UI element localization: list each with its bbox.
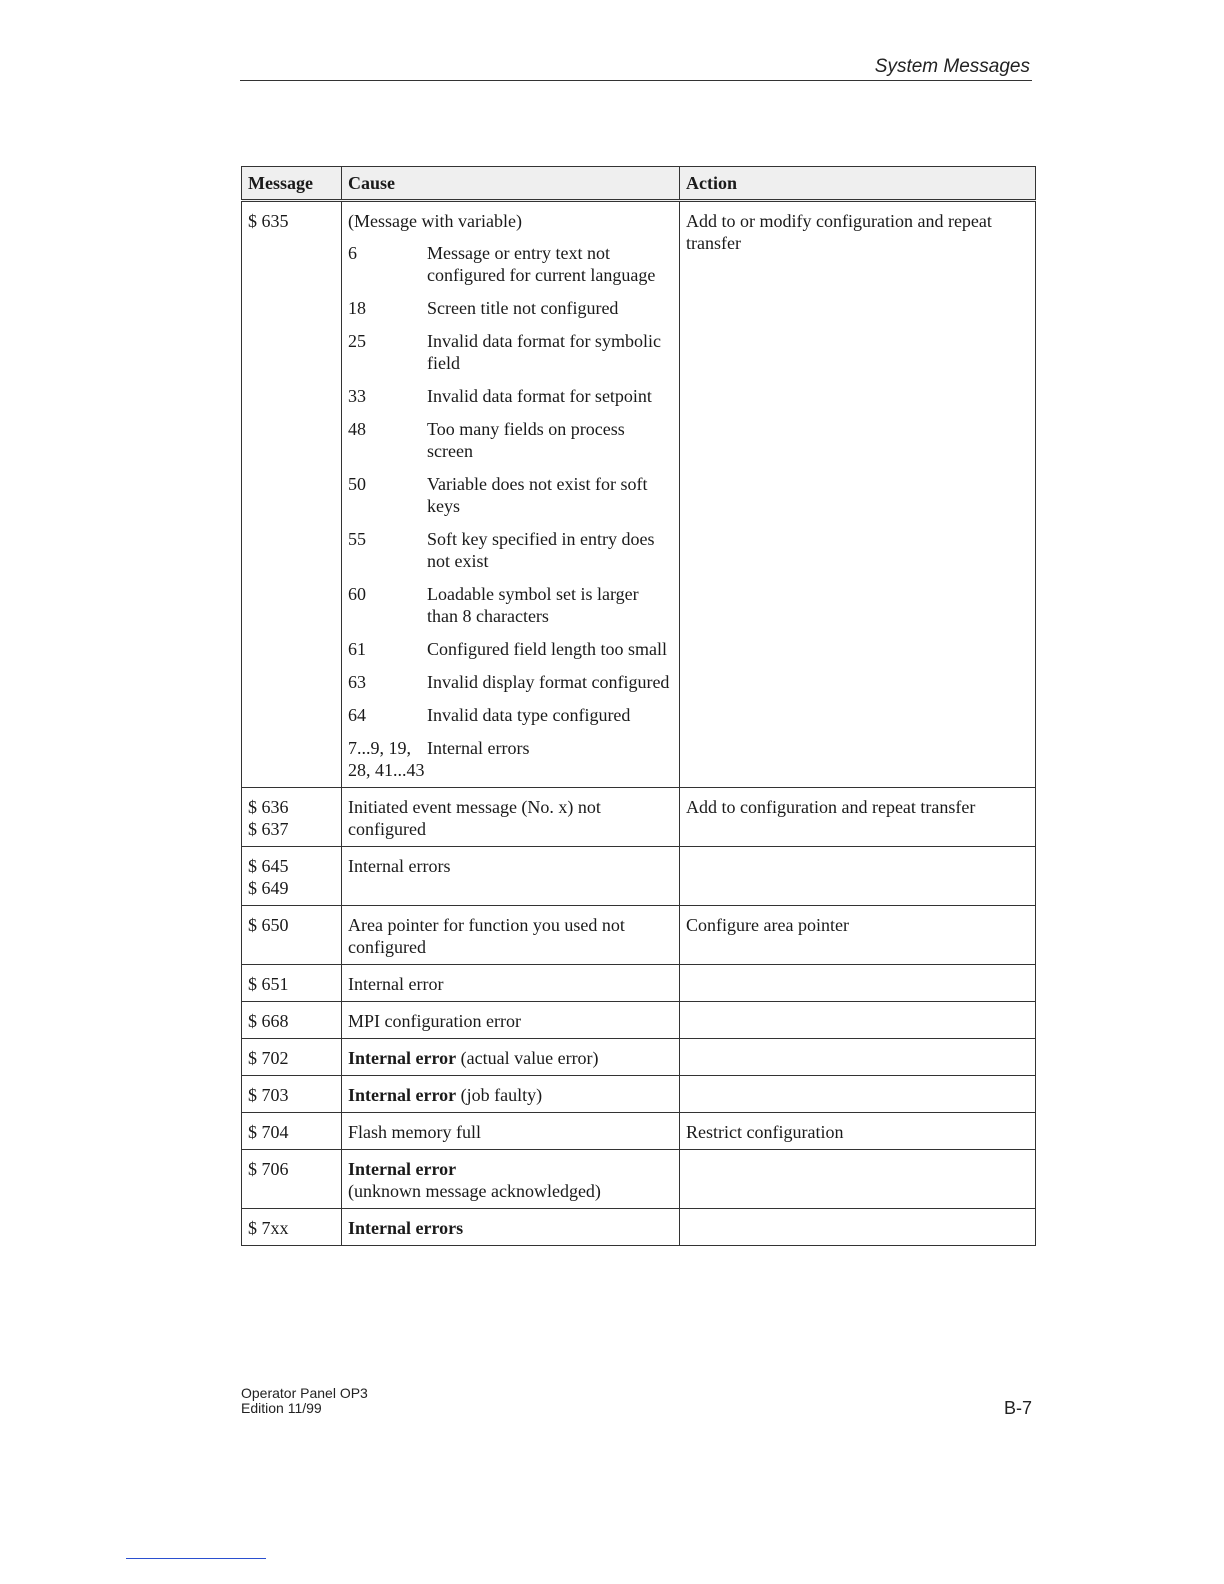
cause-text: Flash memory full bbox=[348, 1122, 481, 1142]
cause-bold: Internal error bbox=[348, 1085, 457, 1105]
cause-cell bbox=[342, 788, 680, 847]
table-row bbox=[242, 1076, 1036, 1113]
cause-cell bbox=[342, 1039, 680, 1076]
message-code: $ 702 bbox=[242, 1039, 342, 1076]
message-code: $ 703 bbox=[242, 1076, 342, 1113]
cause-text: MPI configuration error bbox=[348, 1011, 521, 1031]
action-cell bbox=[680, 1209, 1036, 1246]
footer-product: Operator Panel OP3 bbox=[241, 1385, 368, 1401]
page-number: B-7 bbox=[1003, 1398, 1032, 1418]
message-code: $ 7xx bbox=[242, 1209, 342, 1246]
cause-cell bbox=[342, 906, 680, 965]
variable-item bbox=[348, 385, 673, 407]
variable-description: Invalid data format for setpoint bbox=[427, 386, 652, 406]
variable-code: 60 bbox=[348, 584, 366, 604]
message-code: $ 704 bbox=[242, 1113, 342, 1150]
cause-cell bbox=[342, 201, 680, 788]
action-cell bbox=[680, 1150, 1036, 1209]
variable-code: 33 bbox=[348, 386, 366, 406]
variable-code: 48 bbox=[348, 419, 366, 439]
variable-item bbox=[348, 638, 673, 660]
variable-description: Invalid display format configured bbox=[427, 672, 670, 692]
message-code: $ 636 $ 637 bbox=[242, 788, 342, 847]
table-header-row bbox=[242, 167, 1036, 201]
message-code: $ 651 bbox=[242, 965, 342, 1002]
cause-text: (job faulty) bbox=[456, 1085, 543, 1105]
table-row bbox=[242, 201, 1036, 788]
table-row bbox=[242, 847, 1036, 906]
footnote-rule bbox=[126, 1558, 266, 1559]
column-header-cause: Cause bbox=[342, 167, 680, 201]
cause-cell bbox=[342, 847, 680, 906]
table-row bbox=[242, 1113, 1036, 1150]
variable-item bbox=[348, 671, 673, 693]
cause-text: Internal error bbox=[348, 974, 444, 994]
variable-description: Variable does not exist for soft keys bbox=[427, 474, 648, 516]
variable-item bbox=[348, 418, 673, 462]
variable-item bbox=[348, 737, 673, 781]
message-code: $ 706 bbox=[242, 1150, 342, 1209]
action-cell: Restrict configuration bbox=[680, 1113, 1036, 1150]
cause-text: Initiated event message (No. x) not configured bbox=[348, 797, 601, 839]
variable-description: Internal errors bbox=[427, 738, 530, 758]
cause-intro: (Message with variable) bbox=[348, 211, 522, 231]
variable-code: 63 bbox=[348, 672, 366, 692]
variable-description: Configured field length too small bbox=[427, 639, 667, 659]
cause-bold: Internal error bbox=[348, 1159, 457, 1179]
table-row bbox=[242, 1039, 1036, 1076]
variable-description: Too many fields on process screen bbox=[427, 419, 625, 461]
action-cell bbox=[680, 965, 1036, 1002]
variable-item bbox=[348, 473, 673, 517]
variable-description: Message or entry text not configured for current language bbox=[427, 243, 656, 285]
variable-code: 6 bbox=[348, 243, 357, 263]
page-header-title: System Messages bbox=[874, 56, 1030, 77]
cause-cell bbox=[342, 1113, 680, 1150]
column-header-action: Action bbox=[680, 167, 1036, 201]
message-code: $ 650 bbox=[242, 906, 342, 965]
variable-description: Invalid data type configured bbox=[427, 705, 631, 725]
variable-item bbox=[348, 583, 673, 627]
cause-cell bbox=[342, 1209, 680, 1246]
table-row bbox=[242, 1002, 1036, 1039]
cause-cell bbox=[342, 1150, 680, 1209]
variable-item bbox=[348, 330, 673, 374]
cause-bold: Internal errors bbox=[348, 1218, 464, 1238]
variable-code: 55 bbox=[348, 529, 366, 549]
variable-code: 64 bbox=[348, 705, 366, 725]
variable-code: 7...9, 19, 28, 41...43 bbox=[348, 738, 425, 780]
variable-item bbox=[348, 297, 673, 319]
action-cell bbox=[680, 1076, 1036, 1113]
variable-list bbox=[348, 242, 673, 781]
message-code: $ 635 bbox=[242, 201, 342, 788]
cause-text: (actual value error) bbox=[456, 1048, 599, 1068]
variable-code: 50 bbox=[348, 474, 366, 494]
table-row bbox=[242, 906, 1036, 965]
cause-text: Internal errors bbox=[348, 856, 451, 876]
table-row bbox=[242, 788, 1036, 847]
cause-text: (unknown message acknowledged) bbox=[348, 1181, 601, 1201]
variable-description: Soft key specified in entry does not exist bbox=[427, 529, 655, 571]
cause-bold: Internal error bbox=[348, 1048, 457, 1068]
cause-cell bbox=[342, 1002, 680, 1039]
variable-code: 25 bbox=[348, 331, 366, 351]
variable-description: Invalid data format for symbolic field bbox=[427, 331, 661, 373]
action-cell bbox=[680, 847, 1036, 906]
variable-item bbox=[348, 704, 673, 726]
table-row bbox=[242, 1150, 1036, 1209]
action-cell: Configure area pointer bbox=[680, 906, 1036, 965]
variable-code: 18 bbox=[348, 298, 366, 318]
variable-code: 61 bbox=[348, 639, 366, 659]
message-code: $ 668 bbox=[242, 1002, 342, 1039]
footer-edition: Edition 11/99 bbox=[241, 1400, 322, 1416]
action-cell bbox=[680, 1039, 1036, 1076]
variable-description: Screen title not configured bbox=[427, 298, 619, 318]
cause-cell bbox=[342, 965, 680, 1002]
action-cell bbox=[680, 1002, 1036, 1039]
message-code: $ 645 $ 649 bbox=[242, 847, 342, 906]
table-row bbox=[242, 1209, 1036, 1246]
cause-cell bbox=[342, 1076, 680, 1113]
table-row bbox=[242, 965, 1036, 1002]
action-cell: Add to or modify configuration and repeat transfer bbox=[680, 201, 1036, 788]
variable-item bbox=[348, 242, 673, 286]
cause-text: Area pointer for function you used not configured bbox=[348, 915, 625, 957]
column-header-message: Message bbox=[242, 167, 342, 201]
variable-description: Loadable symbol set is larger than 8 characters bbox=[427, 584, 639, 626]
action-cell: Add to configuration and repeat transfer bbox=[680, 788, 1036, 847]
footer-product-info bbox=[241, 1386, 368, 1416]
header-rule bbox=[240, 80, 1032, 81]
system-messages-table bbox=[241, 166, 1036, 1246]
variable-item bbox=[348, 528, 673, 572]
